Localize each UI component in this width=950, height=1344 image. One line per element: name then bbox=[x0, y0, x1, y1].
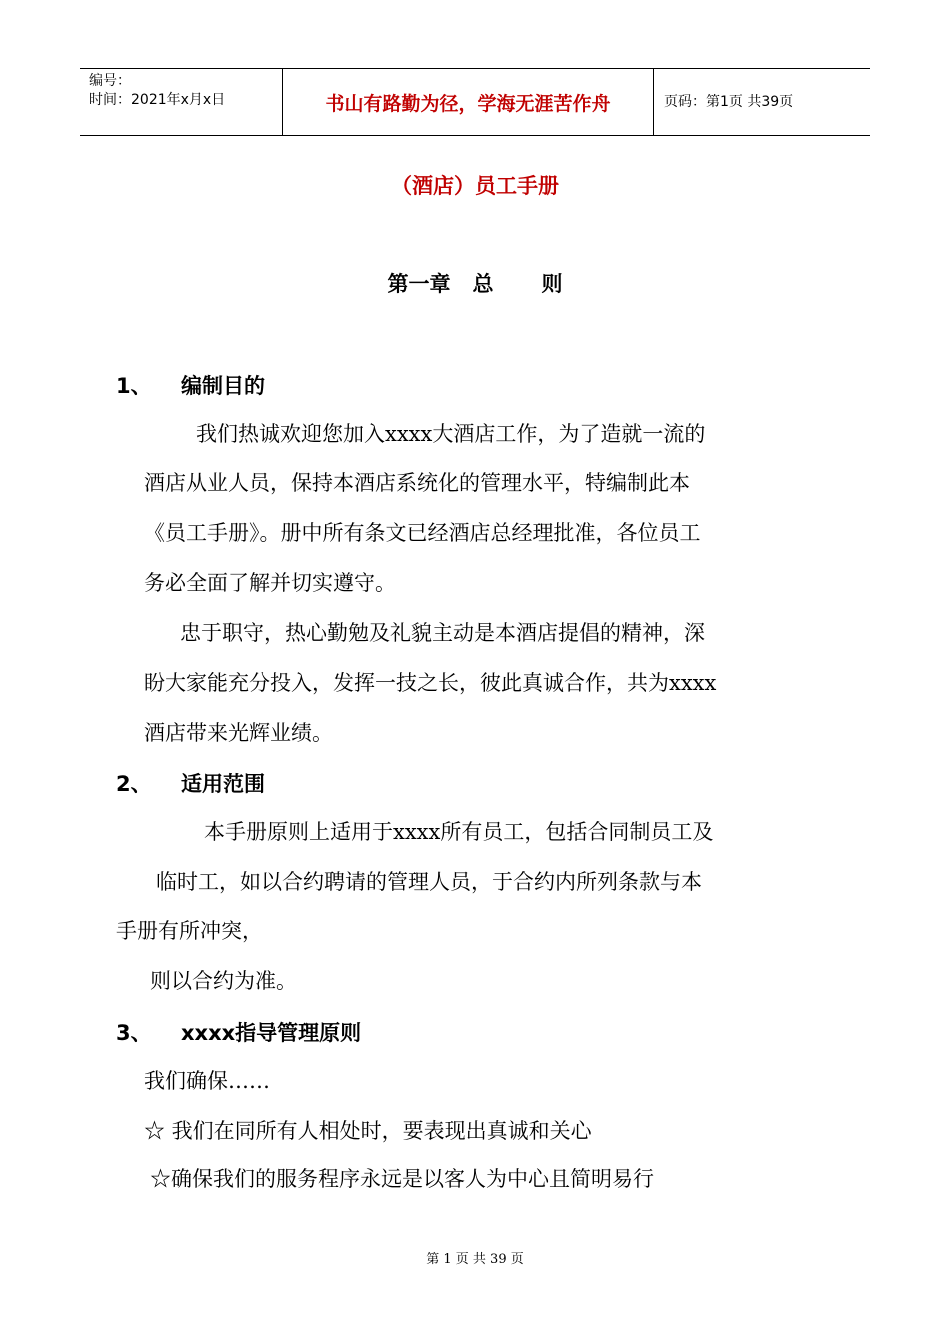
document-date-label: 时间：2021年x月x日 bbox=[89, 92, 226, 108]
header-left-cell bbox=[80, 69, 282, 135]
section-1-line-5: 忠于职守，热心勤勉及礼貌主动是本酒店提倡的精神，深 bbox=[180, 621, 705, 645]
section-1-title: 编制目的 bbox=[181, 374, 265, 398]
section-1-line-6: 盼大家能充分投入，发挥一技之长，彼此真诚合作，共为xxxx bbox=[144, 671, 717, 695]
section-2-line-1: 本手册原则上适用于xxxx所有员工，包括合同制员工及 bbox=[204, 820, 714, 844]
section-1-line-4: 务必全面了解并切实遵守。 bbox=[144, 571, 396, 595]
chapter-name-part-1: 总 bbox=[472, 272, 494, 296]
chapter-title bbox=[0, 268, 950, 298]
section-1-line-1: 我们热诚欢迎您加入xxxx大酒店工作，为了造就一流的 bbox=[196, 422, 706, 446]
document-title: （酒店）员工手册 bbox=[391, 174, 559, 198]
header-motto-cell bbox=[282, 69, 654, 135]
section-2-line-3: 手册有所冲突， bbox=[116, 919, 263, 943]
document-number-label: 编号： bbox=[89, 73, 131, 89]
header-motto: 书山有路勤为径，学海无涯苦作舟 bbox=[325, 92, 611, 115]
header-right-cell bbox=[654, 69, 870, 135]
section-3-number: 3、 bbox=[116, 1021, 152, 1045]
section-2-line-2: 临时工，如以合约聘请的管理人员，于合约内所列条款与本 bbox=[156, 870, 702, 894]
section-1-line-7: 酒店带来光辉业绩。 bbox=[144, 721, 333, 745]
chapter-number: 第一章 bbox=[387, 272, 451, 296]
section-1-number: 1、 bbox=[116, 374, 152, 398]
section-3-title: xxxx指导管理原则 bbox=[181, 1021, 362, 1045]
section-3-bullet-2: ☆确保我们的服务程序永远是以客人为中心且简明易行 bbox=[150, 1167, 654, 1191]
chapter-name-part-2: 则 bbox=[541, 272, 563, 296]
page-header bbox=[80, 68, 870, 136]
section-2-number: 2、 bbox=[116, 772, 152, 796]
section-1-line-3: 《员工手册》。册中所有条文已经酒店总经理批准，各位员工 bbox=[144, 521, 701, 545]
page-footer: 第 1 页 共 39 页 bbox=[426, 1252, 524, 1267]
section-1-line-2: 酒店从业人员，保持本酒店系统化的管理水平，特编制此本 bbox=[144, 471, 690, 495]
section-3-bullet-1: ☆ 我们在同所有人相处时，要表现出真诚和关心 bbox=[144, 1119, 592, 1143]
section-2-title: 适用范围 bbox=[181, 772, 265, 796]
section-3-line-1: 我们确保…… bbox=[144, 1069, 270, 1093]
section-2-line-4: 则以合约为准。 bbox=[150, 969, 297, 993]
header-page-number: 页码：第1页 共39页 bbox=[664, 93, 794, 110]
